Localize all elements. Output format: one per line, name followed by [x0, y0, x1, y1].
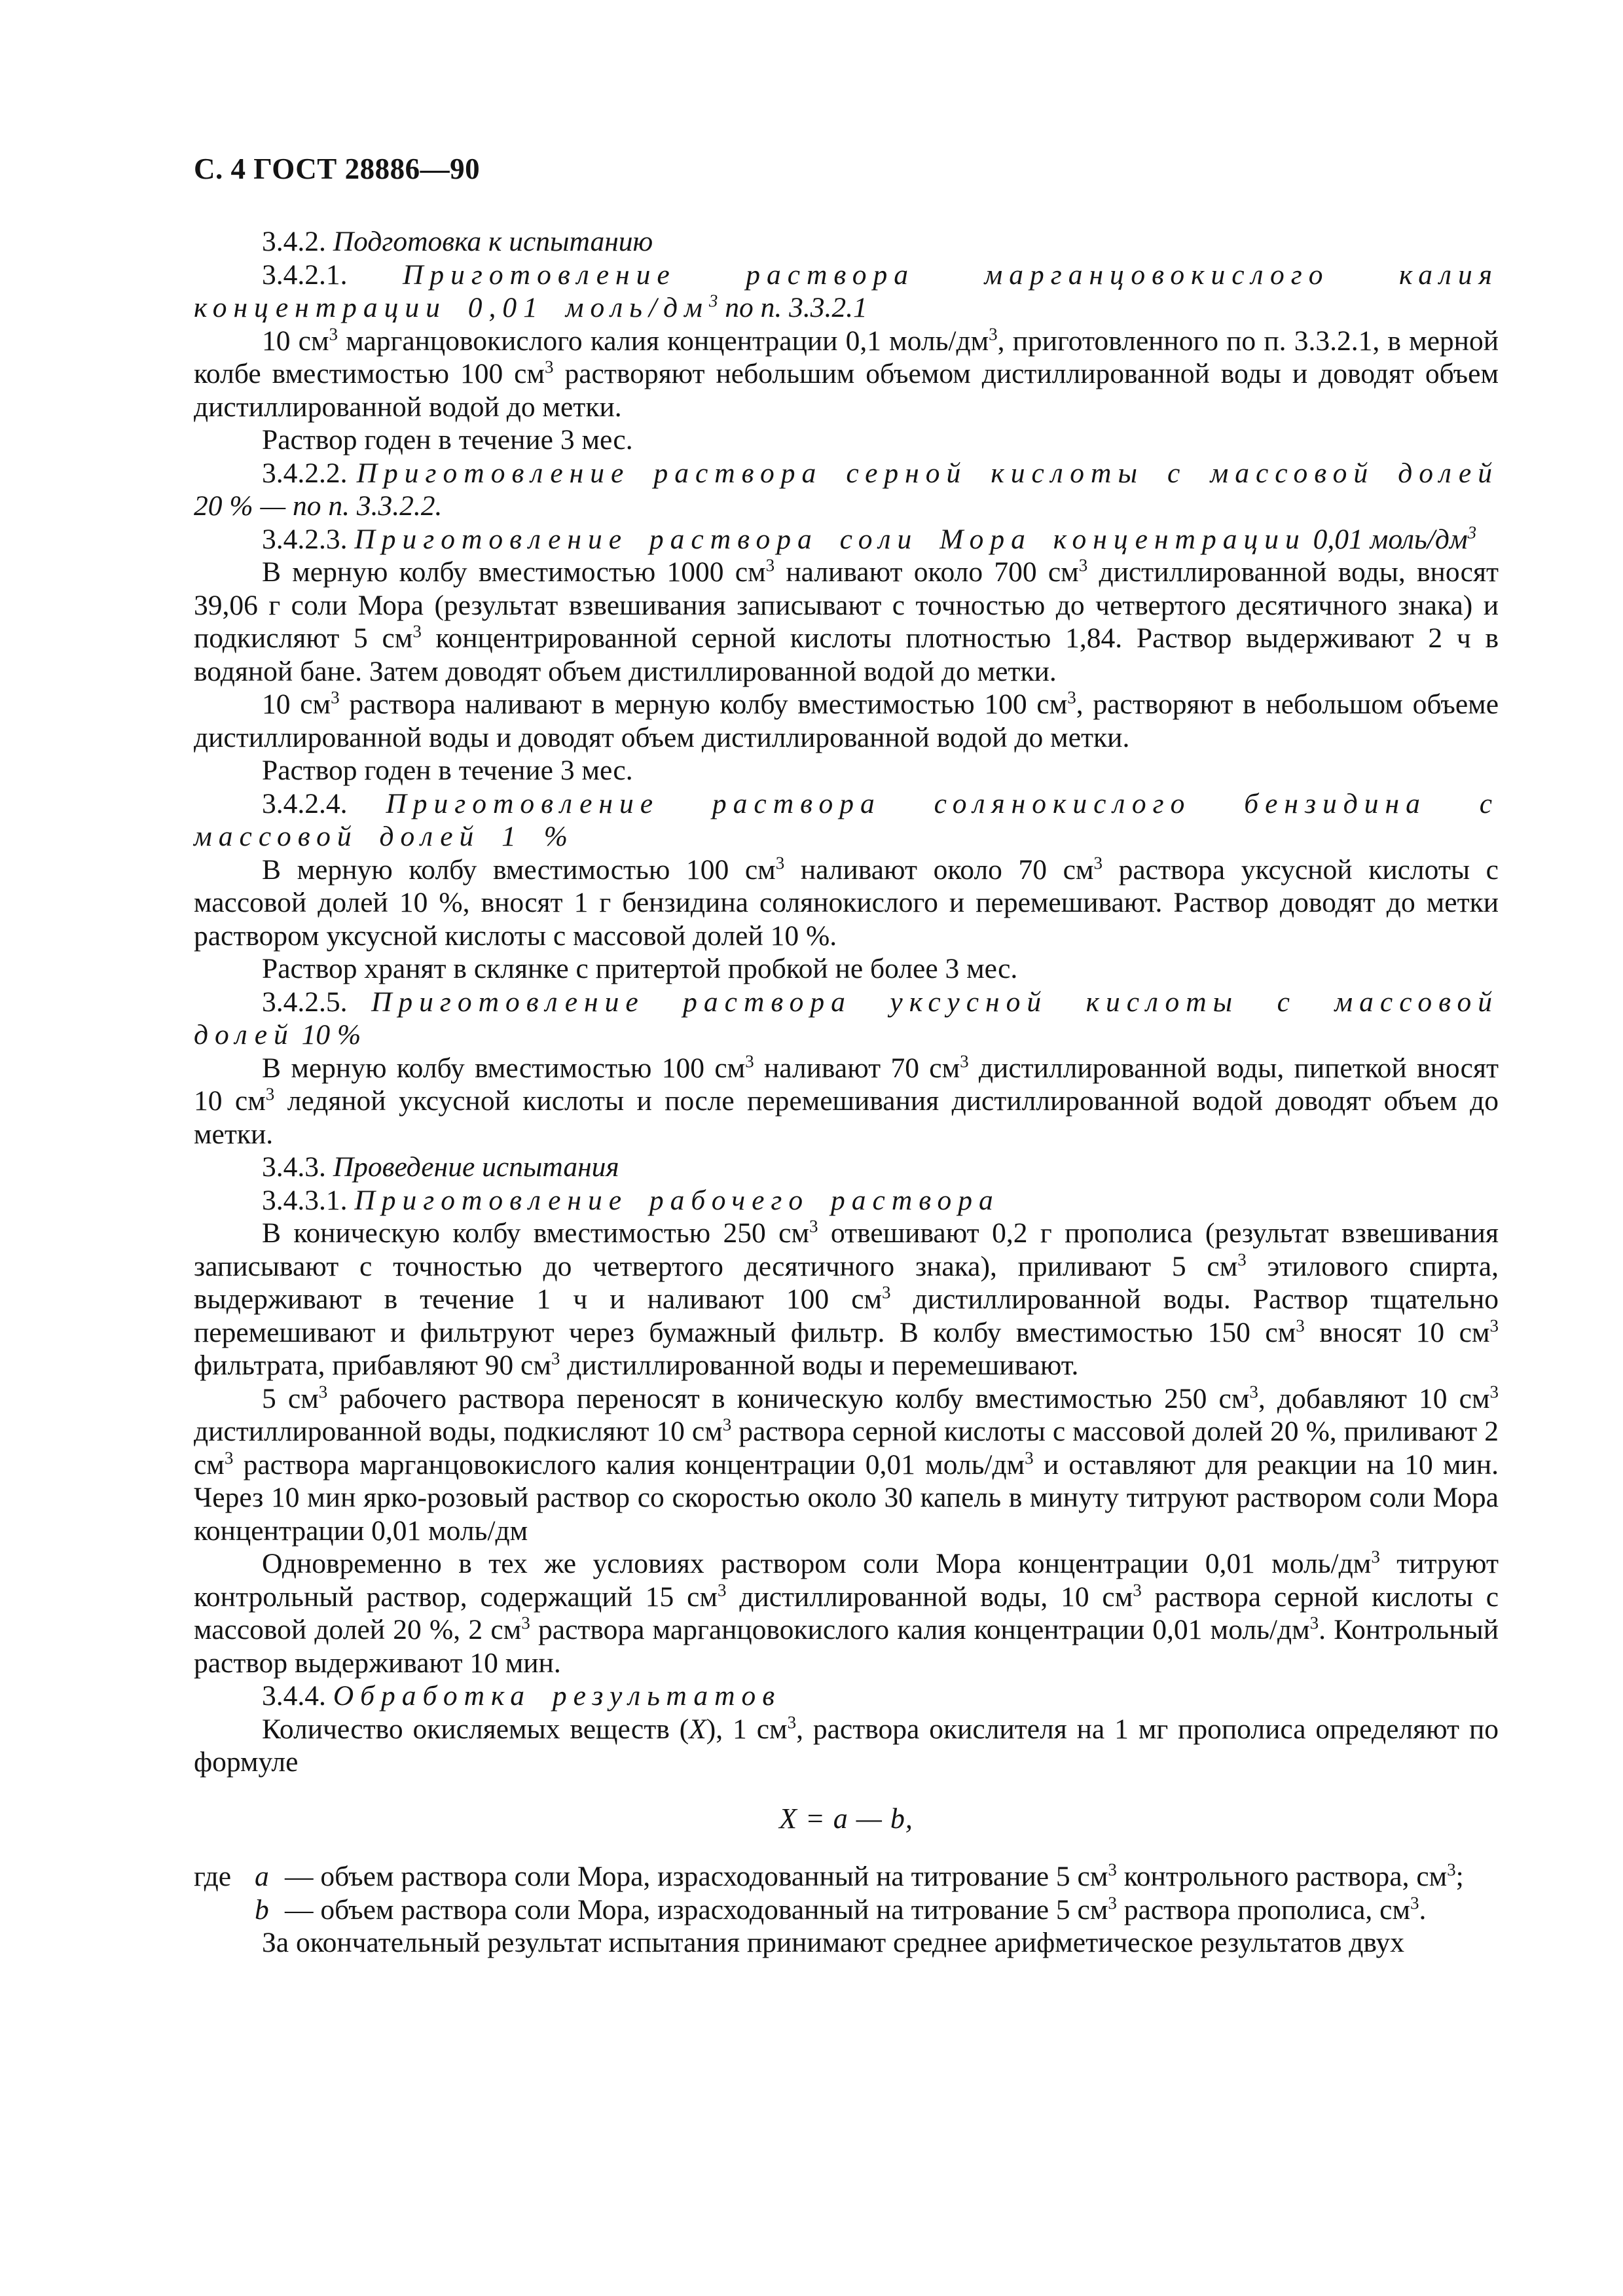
section-3-4-2-3-heading: 3.4.2.3. Приготовление раствора соли Мора концентрации 0,01 моль/$дм^3$ [262, 522, 1477, 555]
where-item-a [194, 1860, 1499, 1893]
document-body [194, 225, 1499, 1960]
page-header: С. 4 ГОСТ 28886—90 [194, 152, 481, 185]
paragraph: Раствор годен в течение 3 мес. [262, 424, 633, 456]
paragraph: В мерную колбу вместимостью 1000 $см^3$ наливают около 700 $см^3$ дистиллированной воды, вносят 39,06 г соли Мора (результат взвешивания записывают с точностью до четвертого десятичного знака) и подкисляют 5 $см^3$ концентрированной серной кислоты плотностью 1,84. Раствор выдерживают 2 ч в водяной бане. Затем доводят объем дистиллированной водой до метки. [194, 555, 1499, 687]
symbol-a: a [255, 1861, 269, 1892]
paragraph: В мерную колбу вместимостью 100 $см^3$ наливают 70 $см^3$ дистиллированной воды, пипеткой вносят 10 $см^3$ ледяной уксусной кислоты и после перемешивания дистиллированной водой доводят объем до метки. [194, 1051, 1499, 1150]
paragraph: 10 $см^3$ марганцовокислого калия концентрации 0,1 моль/$дм^3$, приготовленного по п. 3.3.2.1, в мерной колбе вместимостью 100 $см^3$ растворяют небольшим объемом дистиллированной воды и доводят объем дистиллированной водой до метки. [194, 324, 1499, 423]
paragraph: Количество окисляемых веществ (X), 1 $см^3$, раствора окислителя на 1 мг прополиса определяют по формуле [194, 1712, 1499, 1778]
paragraph: 5 $см^3$ рабочего раствора переносят в коническую колбу вместимостью 250 $см^3$, добавляют 10 $см^3$ дистиллированной воды, подкисляют 10 $см^3$ раствора серной кислоты с массовой долей 20 %, приливают 2 $см^3$ раствора марганцовокислого калия концентрации 0,01 моль/$дм^3$ и оставляют для реакции на 10 мин. Через 10 мин ярко-розовый раствор со скоростью около 30 капель в минуту титруют раствором соли Мора концентрации 0,01 моль/дм [194, 1382, 1499, 1547]
section-3-4-2-5-heading: 3.4.2.5. Приготовление раствора уксусной кислоты с массовой долей 10 % [194, 986, 1499, 1050]
section-3-4-2-heading: 3.4.2. Подготовка к испытанию [262, 226, 653, 257]
section-3-4-2-2-heading: 3.4.2.2. Приготовление раствора серной кислоты с массовой долей 20 % — по п. 3.3.2.2. [194, 457, 1499, 522]
paragraph: В мерную колбу вместимостью 100 $см^3$ наливают около 70 $см^3$ раствора уксусной кислоты с массовой долей 10 %, вносят 1 г бензидина солянокислого и перемешивают. Раствор доводят до метки раствором уксусной кислоты с массовой долей 10 %. [194, 853, 1499, 952]
paragraph: За окончательный результат испытания принимают среднее арифметическое результатов двух [262, 1927, 1404, 1958]
where-text: — объем раствора соли Мора, израсходованный на титрование 5 $см^3$ раствора прополиса, $см^3$. [285, 1893, 1427, 1926]
section-3-4-2-1-heading: 3.4.2.1. Приготовление раствора марганцовокислого калия концентрации 0,01 моль/$дм^3$ по п. 3.3.2.1 [194, 259, 1499, 323]
where-text: — объем раствора соли Мора, израсходованный на титрование 5 $см^3$ контрольного раствора, $см^3$; [285, 1859, 1464, 1892]
section-3-4-2-4-heading: 3.4.2.4. Приготовление раствора солянокислого бензидина с массовой долей 1 % [194, 787, 1499, 852]
where-label: где [194, 1861, 232, 1892]
where-item-b [194, 1893, 1499, 1927]
section-3-4-3-1-heading: 3.4.3.1. Приготовление рабочего раствора [262, 1184, 1000, 1216]
paragraph: Одновременно в тех же условиях раствором соли Мора концентрации 0,01 моль/$дм^3$ титруют контрольный раствор, содержащий 15 $см^3$ дистиллированной воды, 10 $см^3$ раствора серной кислоты с массовой долей 20 %, 2 $см^3$ раствора марганцовокислого калия концентрации 0,01 моль/$дм^3$. Контрольный раствор выдерживают 10 мин. [194, 1547, 1499, 1679]
paragraph: Раствор хранят в склянке с притертой пробкой не более 3 мес. [262, 953, 1018, 984]
formula: X = a — b, [779, 1802, 913, 1835]
section-3-4-4-heading: 3.4.4. Обработка результатов [262, 1680, 782, 1712]
paragraph: Раствор годен в течение 3 мес. [262, 755, 633, 786]
paragraph: В коническую колбу вместимостью 250 $см^3$ отвешивают 0,2 г прополиса (результат взвешивания записывают с точностью до четвертого десятичного знака), приливают 5 $см^3$ этилового спирта, выдерживают в течение 1 ч и наливают 100 $см^3$ дистиллированной воды. Раствор тщательно перемешивают и фильтруют через бумажный фильтр. В колбу вместимостью 150 $см^3$ вносят 10 $см^3$ фильтрата, прибавляют 90 $см^3$ дистиллированной воды и перемешивают. [194, 1216, 1499, 1381]
paragraph: 10 $см^3$ раствора наливают в мерную колбу вместимостью 100 $см^3$, растворяют в небольшом объеме дистиллированной воды и доводят объем дистиллированной водой до метки. [194, 687, 1499, 753]
section-3-4-3-heading: 3.4.3. Проведение испытания [262, 1151, 619, 1183]
symbol-b: b [255, 1893, 269, 1926]
